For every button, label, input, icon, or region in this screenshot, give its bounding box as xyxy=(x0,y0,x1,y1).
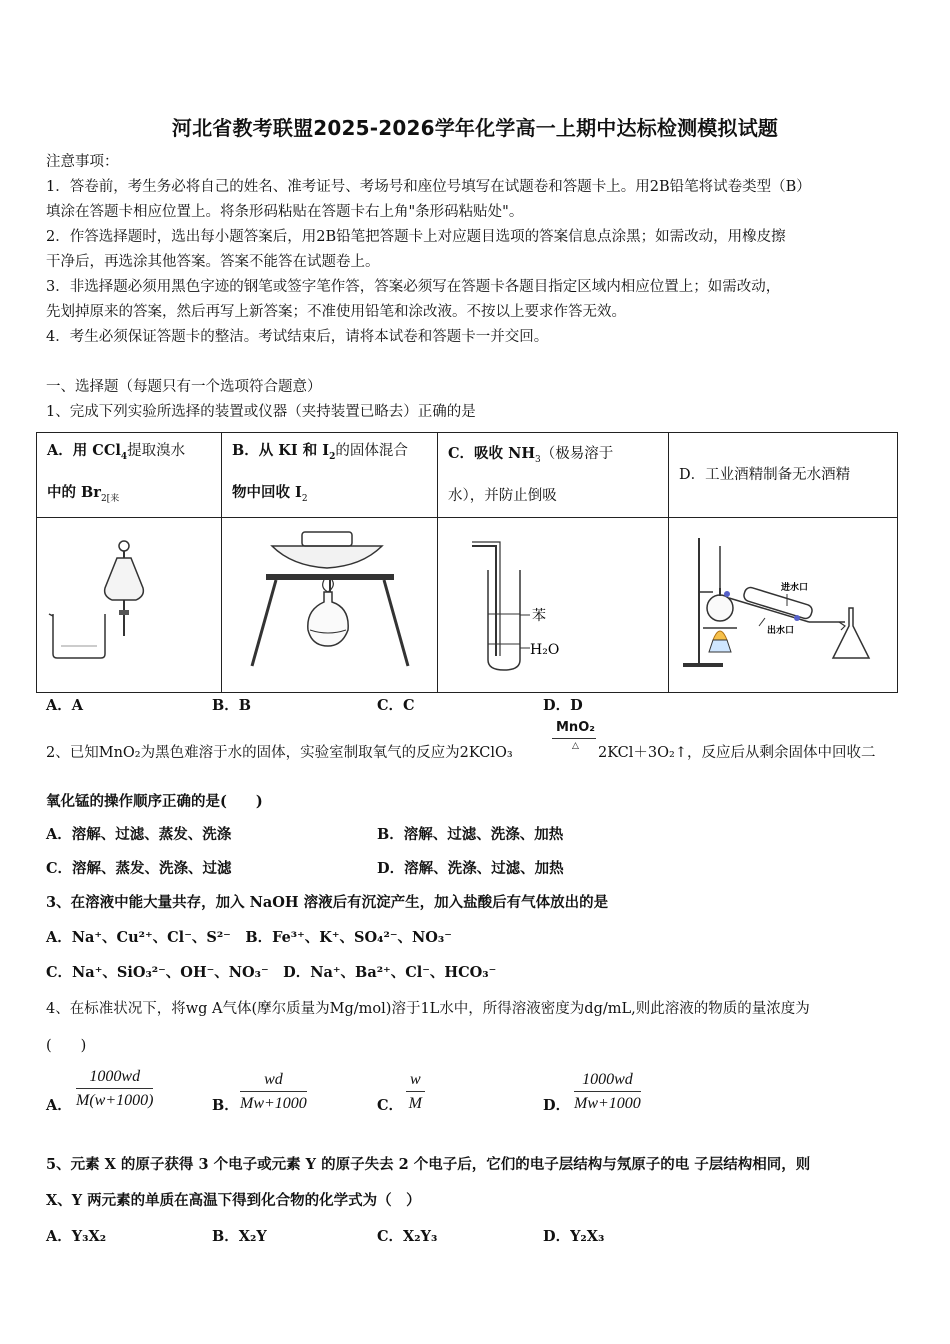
q2-option-a[interactable]: A．溶解、过滤、蒸发、洗涤 xyxy=(46,826,232,843)
q2-stem-a: 2、已知MnO₂为黑色难溶于水的固体，实验室制取氧气的反应为2KClO₃ xyxy=(46,745,513,761)
q4-option-c-label[interactable]: C． xyxy=(377,1097,404,1114)
q3-stem: 3、在溶液中能大量共存，加入 NaOH 溶液后有沉淀产生，加入盐酸后有气体放出的是 xyxy=(46,894,609,911)
q2-option-d[interactable]: D．溶解、洗涤、过滤、加热 xyxy=(377,860,564,877)
q2-stem-b: 2KCl＋3O₂↑，反应后从剩余固体中回收二 xyxy=(598,745,876,761)
q1-option-d[interactable]: D．D xyxy=(543,697,583,714)
q1-stem: 1、完成下列实验所选择的装置或仪器（夹持装置已略去）正确的是 xyxy=(46,404,476,420)
q5-option-a[interactable]: A．Y₃X₂ xyxy=(46,1228,107,1245)
q5-stem-line1: 5、元素 X 的原子获得 3 个电子或元素 Y 的原子失去 2 个电子后，它们的电子层结构与氖原子的电 子层结构相同，则 xyxy=(46,1156,811,1173)
q1-cell-d: D．工业酒精制备无水酒精 xyxy=(669,433,898,518)
q5-option-c[interactable]: C．X₂Y₃ xyxy=(377,1228,438,1245)
q4-option-b-fraction[interactable]: $\frac{wd}{Mw+1000}$ xyxy=(240,1071,307,1112)
q1-image-d xyxy=(669,518,898,693)
separatory-funnel-icon xyxy=(39,518,219,688)
q1-option-a[interactable]: A．A xyxy=(46,697,84,714)
q4-option-b-label[interactable]: B． xyxy=(212,1097,239,1114)
q2-option-c[interactable]: C．溶解、蒸发、洗涤、过滤 xyxy=(46,860,232,877)
q4-option-d-label[interactable]: D． xyxy=(543,1097,571,1114)
q1-image-b xyxy=(222,518,438,693)
notice-block xyxy=(46,150,908,350)
water-label: H₂O xyxy=(530,642,560,658)
q2-heat-symbol: △ xyxy=(572,741,579,751)
gas-absorption-tube-icon xyxy=(448,518,658,688)
q1-cell-b: B．从 KI 和 $I_2$的固体混合 物中回收 $I_2$ xyxy=(222,433,438,518)
notice-line: 2．作答选择题时，选出每小题答案后，用2B铅笔把答题卡上对应题目选项的答案信息点涂黑；如需改动，用橡皮擦 xyxy=(46,229,786,245)
q2-stem-c: 氧化锰的操作顺序正确的是( ) xyxy=(46,793,263,810)
distillation-apparatus-icon xyxy=(669,518,897,688)
q1-cell-a: A．用 CCl$_4$提取溴水 中的 $Br_{2[来}$ xyxy=(37,433,222,518)
q1-image-c xyxy=(438,518,669,693)
section-heading: 一、选择题（每题只有一个选项符合题意） xyxy=(46,379,322,395)
q1-apparatus-table xyxy=(36,432,898,693)
q4-option-c-fraction[interactable]: $\frac{w}{M}$ xyxy=(406,1071,425,1113)
notice-line: 先划掉原来的答案，然后再写上新答案；不准使用铅笔和涂改液。不按以上要求作答无效。 xyxy=(46,304,626,320)
q1-cell-c: C．吸收 $NH_3$（极易溶于 水），并防止倒吸 xyxy=(438,433,669,518)
q5-option-d[interactable]: D．Y₂X₃ xyxy=(543,1228,605,1245)
q4-option-a-fraction[interactable]: $\frac{1000wd}{M(w+1000)}$ xyxy=(76,1068,154,1109)
q1-image-a xyxy=(37,518,222,693)
q1-option-b[interactable]: B．B xyxy=(212,697,252,714)
notice-line: 3．非选择题必须用黑色字迹的钢笔或签字笔作答，答案必须写在答题卡各题目指定区域内相应位置上；如需改动， xyxy=(46,279,781,295)
q3-options-row1[interactable]: A．Na⁺、Cu²⁺、Cl⁻、S²⁻ B．Fe³⁺、K⁺、SO₄²⁻、NO₃⁻ xyxy=(46,929,452,946)
notice-line: 1．答卷前，考生务必将自己的姓名、准考证号、考场号和座位号填写在试题卷和答题卡上。用2B铅笔将试卷类型（B） xyxy=(46,179,811,195)
reaction-arrow xyxy=(552,738,596,739)
q4-stem: 4、在标准状况下，将wg A气体(摩尔质量为Mg/mol)溶于1L水中，所得溶液密度为dg/mL,则此溶液的物质的量浓度为 xyxy=(46,1001,810,1017)
water-inlet-label: 进水口 xyxy=(781,583,809,593)
q4-option-a-label[interactable]: A． xyxy=(46,1097,72,1114)
q4-option-d-fraction[interactable]: $\frac{1000wd}{Mw+1000}$ xyxy=(574,1071,641,1112)
notice-heading: 注意事项： xyxy=(46,154,119,170)
notice-line: 4．考生必须保证答题卡的整洁。考试结束后，请将本试卷和答题卡一并交回。 xyxy=(46,329,549,345)
notice-line: 干净后，再选涂其他答案。答案不能答在试题卷上。 xyxy=(46,254,380,270)
water-outlet-label: 出水口 xyxy=(767,626,795,636)
q5-option-b[interactable]: B．X₂Y xyxy=(212,1228,267,1245)
q4-paren: ( ) xyxy=(46,1038,87,1054)
q5-stem-line2: X、Y 两元素的单质在高温下得到化合物的化学式为（ ） xyxy=(46,1192,421,1209)
benzene-label: 苯 xyxy=(532,608,546,624)
page-title: 河北省教考联盟2025-2026学年化学高一上期中达标检测模拟试题 xyxy=(171,116,779,140)
q2-option-b[interactable]: B．溶解、过滤、洗涤、加热 xyxy=(377,826,564,843)
q2-catalyst: MnO₂ xyxy=(556,720,595,735)
q3-options-row2[interactable]: C．Na⁺、SiO₃²⁻、OH⁻、NO₃⁻ D．Na⁺、Ba²⁺、Cl⁻、HCO₃⁻ xyxy=(46,964,497,981)
q1-option-c[interactable]: C．C xyxy=(377,697,415,714)
sublimation-apparatus-icon xyxy=(232,518,427,688)
notice-line: 填涂在答题卡相应位置上。将条形码粘贴在答题卡右上角"条形码粘贴处"。 xyxy=(46,204,524,220)
